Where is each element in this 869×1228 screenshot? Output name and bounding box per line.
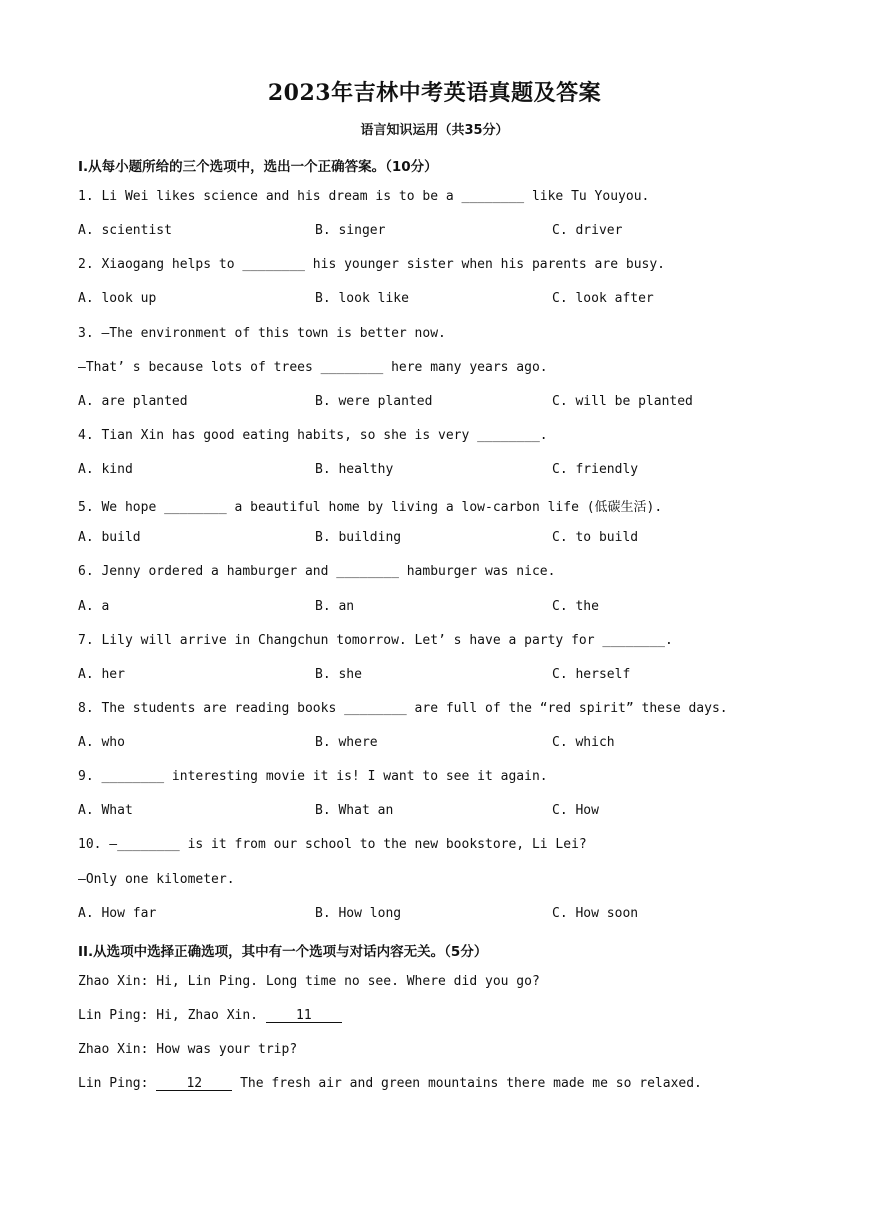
dialogue-text-after: The fresh air and green mountains there made me so relaxed. (232, 1076, 702, 1091)
question-7-option-b: B. she (315, 667, 362, 682)
question-2-option-b: B. look like (315, 291, 409, 306)
question-9-stem: 9. ________ interesting movie it is! I want to see it again. (78, 769, 548, 784)
question-4-stem: 4. Tian Xin has good eating habits, so she is very ________. (78, 428, 548, 443)
question-5-stem: 5. We hope ________ a beautiful home by living a low-carbon life (低碳生活). (78, 500, 663, 515)
answer-blank-11: 11 (266, 1009, 342, 1023)
question-5-option-a: A. build (78, 530, 141, 545)
question-8-option-c: C. which (552, 735, 615, 750)
question-10-option-c: C. How soon (552, 906, 639, 921)
question-3-option-a: A. are planted (78, 394, 188, 409)
question-9-option-b: B. What an (315, 803, 394, 818)
question-3-stem: 3. —The environment of this town is better now. (78, 326, 446, 341)
question-1-option-b: B. singer (315, 223, 386, 238)
question-9-option-c: C. How (552, 803, 599, 818)
question-2-option-a: A. look up (78, 291, 157, 306)
question-7-option-c: C. herself (552, 667, 631, 682)
question-9-option-a: A. What (78, 803, 133, 818)
question-1-option-c: C. driver (552, 223, 623, 238)
question-5-option-c: C. to build (552, 530, 639, 545)
question-10-stem: 10. —________ is it from our school to the new bookstore, Li Lei? (78, 837, 587, 852)
question-3-option-c: C. will be planted (552, 394, 693, 409)
question-6-stem: 6. Jenny ordered a hamburger and ________ hamburger was nice. (78, 564, 556, 579)
question-3-option-b: B. were planted (315, 394, 433, 409)
question-7-option-a: A. her (78, 667, 125, 682)
dialogue-line: Zhao Xin: How was your trip? (78, 1042, 298, 1057)
question-8-option-b: B. where (315, 735, 378, 750)
dialogue-text: Lin Ping: Hi, Zhao Xin. (78, 1008, 266, 1023)
question-2-option-c: C. look after (552, 291, 654, 306)
question-10-option-b: B. How long (315, 906, 402, 921)
question-4-option-c: C. friendly (552, 462, 639, 477)
section1-heading: I.从每小题所给的三个选项中，选出一个正确答案。（10分） (78, 159, 438, 175)
answer-blank-12: 12 (156, 1077, 232, 1091)
question-3-stem-reply: —That’ s because lots of trees ________ here many years ago. (78, 360, 548, 375)
question-8-stem: 8. The students are reading books ________ are full of the “red spirit” these days. (78, 701, 728, 716)
page-title: 2023年吉林中考英语真题及答案 (267, 80, 602, 106)
question-1-stem: 1. Li Wei likes science and his dream is to be a ________ like Tu Youyou. (78, 189, 650, 204)
question-1-option-a: A. scientist (78, 223, 172, 238)
question-8-option-a: A. who (78, 735, 125, 750)
question-6-option-a: A. a (78, 599, 110, 614)
page-subtitle: 语言知识运用（共35分） (360, 123, 509, 138)
dialogue-line: Zhao Xin: Hi, Lin Ping. Long time no see. Where did you go? (78, 974, 540, 989)
question-2-stem: 2. Xiaogang helps to ________ his younger sister when his parents are busy. (78, 257, 665, 272)
question-10-stem-reply: —Only one kilometer. (78, 872, 235, 887)
dialogue-line (78, 1008, 342, 1023)
question-5-option-b: B. building (315, 530, 402, 545)
dialogue-line (78, 1076, 702, 1091)
question-4-option-a: A. kind (78, 462, 133, 477)
question-6-option-b: B. an (315, 599, 355, 614)
question-6-option-c: C. the (552, 599, 599, 614)
section2-heading: II.从选项中选择正确选项，其中有一个选项与对话内容无关。（5分） (78, 944, 488, 960)
question-10-option-a: A. How far (78, 906, 157, 921)
dialogue-text: Lin Ping: (78, 1076, 157, 1091)
question-7-stem: 7. Lily will arrive in Changchun tomorrow. Let’ s have a party for ________. (78, 633, 673, 648)
question-4-option-b: B. healthy (315, 462, 394, 477)
